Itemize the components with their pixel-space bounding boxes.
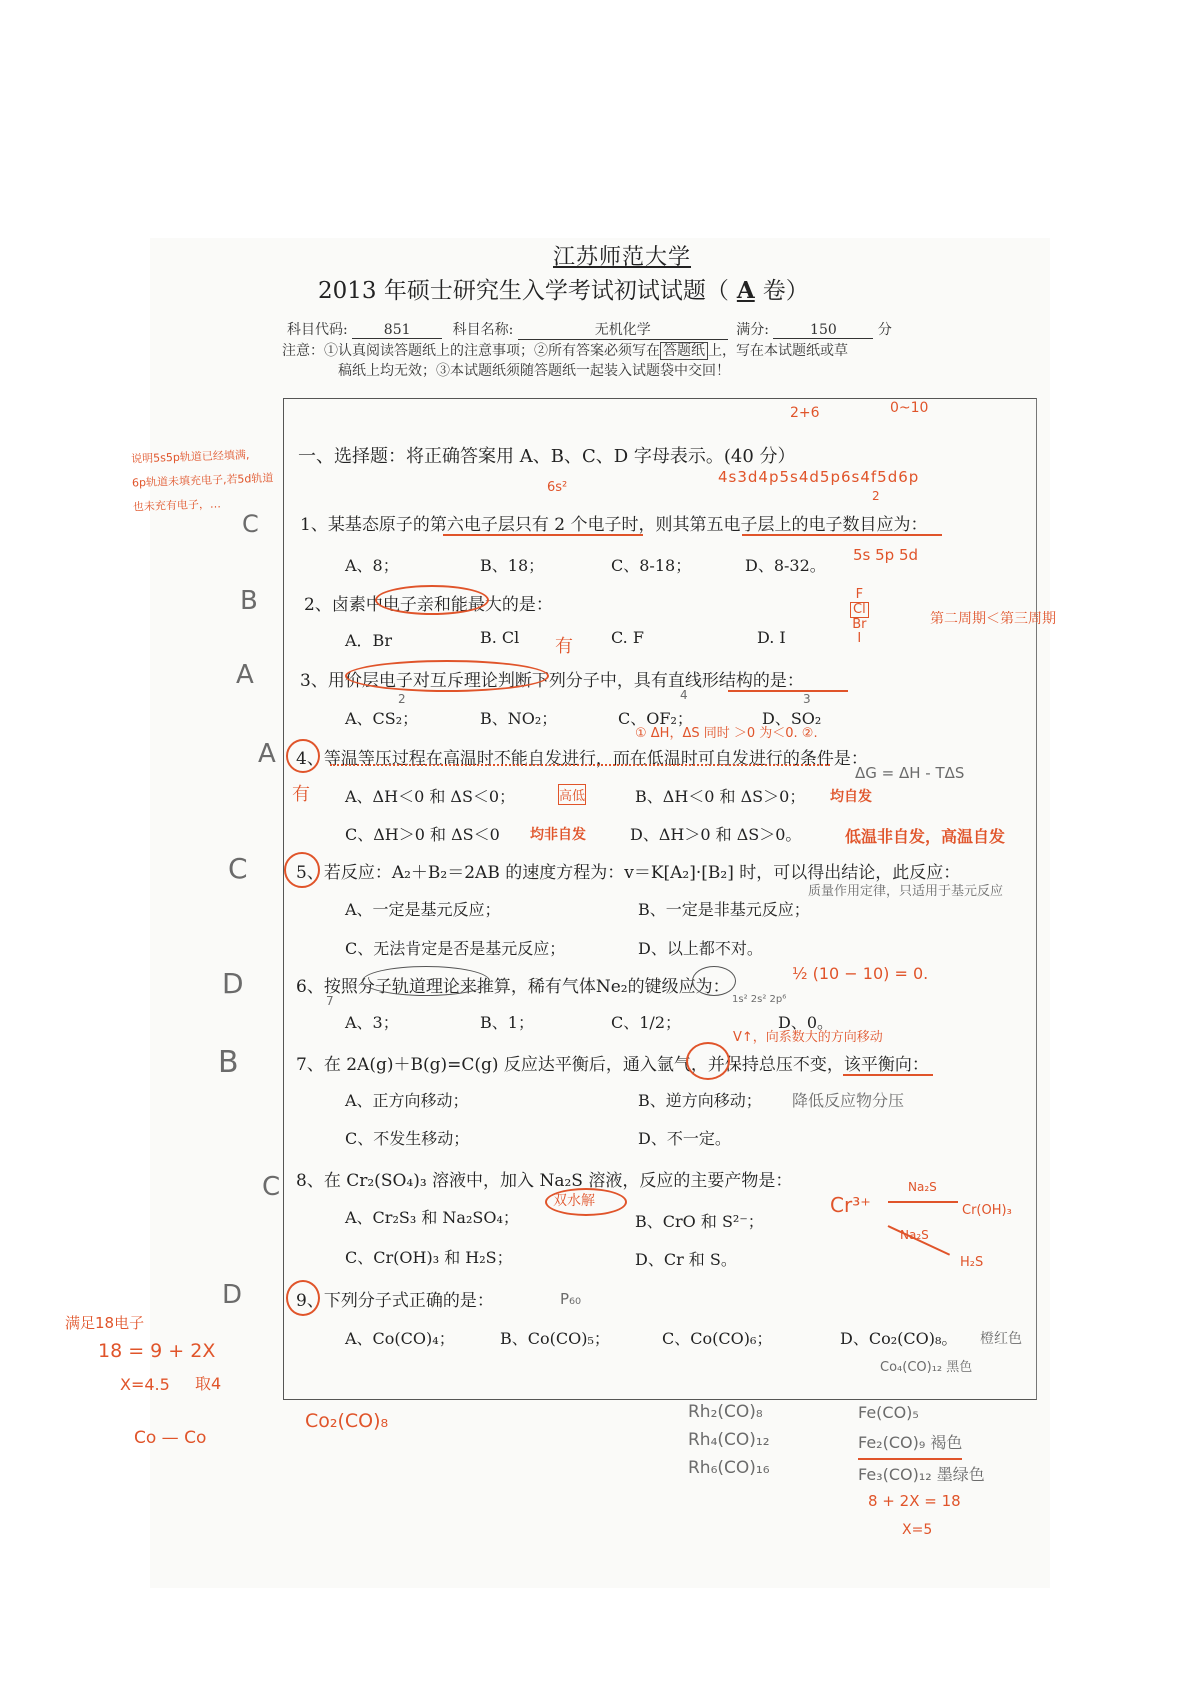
q8-number: 8、 [296, 1171, 324, 1191]
q3-option-a: A、CS₂； [345, 709, 419, 728]
score-unit: 分 [877, 322, 892, 338]
q4-condition-note: ① ΔH，ΔS 同时 ＞0 为＜0. ②. [635, 726, 818, 741]
rh-item-2: Rh₄(CO)₁₂ [688, 1430, 770, 1450]
q7-stem [296, 1050, 929, 1075]
notice-boxed: 答题纸 [660, 342, 708, 360]
cr-ion: Cr³⁺ [830, 1193, 871, 1217]
q4-option-c: C、ΔH＞0 和 ΔS＜0 [345, 825, 500, 844]
q5-option-a: A、一定是基元反应； [345, 900, 501, 919]
q7-note: V↑，向系数大的方向移动 [733, 1030, 883, 1045]
q5-option-c: C、无法肯定是否是基元反应； [345, 939, 566, 958]
q5-mark: C [228, 852, 248, 885]
fe-item-3: Fe₃(CO)₁₂ 墨绿色 [858, 1465, 985, 1484]
name-value: 无机化学 [518, 319, 728, 340]
q2-list-i: I [857, 631, 862, 646]
q9-mark: D [222, 1280, 243, 1310]
q6-stem [296, 972, 730, 997]
q3-n4: 4 [680, 688, 688, 702]
q6-option-b: B、1； [480, 1013, 534, 1032]
q1-option-a: A、8； [345, 556, 399, 575]
paper-version: A [736, 277, 755, 304]
q2-option-a: A．Br [345, 631, 392, 650]
note-2n: 2+6 [790, 405, 820, 421]
q7-text: 在 2A(g)＋B(g)=C(g) 反应达平衡后，通入氩气，并保持总压不变，该平衡向： [323, 1055, 929, 1075]
rh-item-3: Rh₆(CO)₁₆ [688, 1458, 770, 1478]
arrow-1 [888, 1201, 958, 1203]
q2-mark: B [240, 586, 258, 616]
fe-x: X=5 [902, 1522, 933, 1538]
rule-18e: 满足18电子 [65, 1314, 145, 1332]
notice-line-2: 稿纸上均无效；③本试题纸须随答题纸一起装入试题袋中交回！ [338, 363, 730, 379]
q6-config: 1s² 2s² 2p⁶ [732, 994, 787, 1005]
score-label: 满分: [736, 322, 769, 338]
rh-item-1: Rh₂(CO)₈ [688, 1402, 763, 1422]
q2-period-note: 第二周期＜第三周期 [930, 611, 1056, 627]
q1-underline-2 [742, 534, 942, 536]
q7-circle [686, 1042, 730, 1080]
q2-circle [375, 585, 489, 615]
fe-equation: 8 + 2X = 18 [868, 1492, 961, 1510]
name-label: 科目名称: [452, 322, 514, 338]
q8-option-a: A、Cr₂S₃ 和 Na₂SO₄； [345, 1208, 519, 1227]
q9-number: 9、 [296, 1291, 324, 1311]
q6-option-c: C、1/2； [611, 1013, 681, 1032]
q6-text: 按照分子轨道理论来推算，稀有气体Ne₂的键级应为： [323, 977, 730, 997]
q7-number: 7、 [296, 1055, 324, 1075]
co-co-sketch: Co — Co [134, 1428, 207, 1448]
q7-optb-note: 降低反应物分压 [792, 1091, 905, 1110]
q4-option-a: A、ΔH＜0 和 ΔS＜0； [345, 787, 516, 806]
q2-list-cl: Cl [850, 602, 869, 618]
q3-text: 用价层电子对互斥理论判断下列分子中，具有直线形结构的是： [327, 671, 804, 691]
score-value: 150 [773, 322, 873, 339]
q7-option-b: B、逆方向移动； [638, 1091, 762, 1110]
orbital-order: 4s3d4p5s4d5p6s4f5d6p [718, 468, 920, 486]
q4-option-d: D、ΔH＞0 和 ΔS＞0。 [630, 825, 802, 844]
q6-calc: ½ (10 − 10) = 0. [792, 964, 929, 983]
q4-option-b: B、ΔH＜0 和 ΔS＞0； [635, 787, 806, 806]
q8-option-b: B、CrO 和 S²⁻； [635, 1212, 764, 1231]
q9-text: 下列分子式正确的是： [323, 1291, 494, 1311]
q9-d-note2: Co₄(CO)₁₂ 黑色 [880, 1360, 973, 1375]
eq-take4: 取4 [195, 1374, 222, 1393]
q6-seven: 7 [326, 994, 334, 1008]
q3-number: 3、 [300, 671, 328, 691]
q7-option-d: D、不一定。 [638, 1129, 731, 1148]
q1-number: 1、 [300, 515, 328, 535]
q1-option-b: B、18； [480, 556, 545, 575]
q1-option-c: C、8-18； [611, 556, 692, 575]
left-note-3: 也未充有电子，… [132, 497, 222, 514]
croh3-label: Cr(OH)₃ [962, 1203, 1012, 1218]
q8-stem [296, 1166, 792, 1191]
fe-item-2: Fe₂(CO)₉ 褐色 [858, 1428, 962, 1460]
q1-option-d: D、8-32。 [745, 556, 826, 575]
q3-n3: 3 [803, 692, 811, 706]
note-sub-two: 2 [872, 489, 880, 503]
notice-text: 注意：①认真阅读答题纸上的注意事项；②所有答案必须写在 [282, 343, 660, 359]
q9-stem [296, 1286, 494, 1311]
na2s-label-1: Na₂S [908, 1180, 937, 1194]
note-range: 0~10 [890, 400, 929, 416]
q4-you: 有 [292, 784, 310, 805]
q7-mark: B [218, 1045, 239, 1080]
q3-circle [345, 660, 549, 692]
q7-underline [843, 1074, 933, 1076]
q6-mark: D [222, 967, 244, 1000]
exam-title-suffix: 卷） [762, 278, 809, 304]
q7-option-a: A、正方向移动； [345, 1091, 469, 1110]
q6-number: 6、 [296, 977, 324, 997]
fe-item-1: Fe(CO)₅ [858, 1403, 919, 1422]
fe-list [858, 1398, 985, 1490]
university-name: 江苏师范大学 [553, 245, 692, 270]
q2-option-c: C. F [611, 628, 644, 647]
exam-title-text: 2013 年硕士研究生入学考试初试试题（ [318, 278, 729, 304]
q6-option-d: D、0。 [778, 1013, 834, 1032]
q6-circle-1 [362, 966, 490, 996]
notice-text-end: 上，写在本试题纸或草 [708, 343, 848, 359]
q2-list [850, 588, 869, 646]
q2-list-br: Br [852, 617, 867, 632]
q3-mark: A [236, 660, 254, 690]
q5-note: 质量作用定律，只适用于基元反应 [808, 884, 1004, 899]
q4-after-d: 低温非自发，高温自发 [845, 827, 1006, 846]
q3-option-d: D、SO₂ [762, 709, 822, 728]
q1-text: 某基态原子的第六电子层只有 2 个电子时，则其第五电子层上的电子数目应为： [327, 515, 928, 535]
q1-hint: 5s 5p 5d [853, 546, 919, 564]
q4-after-b: 均自发 [830, 789, 872, 805]
q8-mark: C [262, 1172, 281, 1202]
q5-option-d: D、以上都不对。 [638, 939, 763, 958]
q9-option-c: C、Co(CO)₆； [662, 1329, 773, 1348]
q3-n2: 2 [398, 692, 406, 706]
q9-d-note: 橙红色 [980, 1331, 1022, 1347]
q8-option-d: D、Cr 和 S。 [635, 1250, 737, 1269]
q2-you: 有 [555, 636, 573, 657]
q1-stem [300, 510, 927, 535]
q1-underline-1 [443, 534, 643, 536]
na2s-label-2: Na₂S [900, 1228, 929, 1242]
eq-18: 18 = 9 + 2X [98, 1340, 216, 1362]
q4-formula: ΔG = ΔH - TΔS [855, 764, 965, 782]
q4-after-a: 高低 [558, 784, 586, 805]
co2co8-label: Co₂(CO)₈ [305, 1410, 389, 1432]
q9-option-d: D、Co₂(CO)₈。 [840, 1329, 958, 1348]
section-title: 一、选择题：将正确答案用 A、B、C、D 字母表示。(40 分） [298, 446, 796, 467]
q2-list-f: F [855, 587, 864, 602]
exam-title [318, 272, 809, 305]
q5-number: 5、 [296, 863, 324, 883]
left-note [131, 443, 275, 520]
q2-option-d: D. I [757, 628, 786, 647]
q9-plus: P₆₀ [560, 1290, 582, 1308]
left-note-2: 6p轨道未填充电子,若5d轨道 [131, 471, 274, 490]
q7-option-c: C、不发生移动； [345, 1129, 470, 1148]
q4-after-c: 均非自发 [530, 827, 586, 843]
code-label: 科目代码: [287, 322, 348, 338]
q4-text: 等温等压过程在高温时不能自发进行，而在低温时可自发进行的条件是： [323, 749, 868, 769]
q2-number: 2、 [304, 595, 332, 615]
q9-option-a: A、Co(CO)₄； [345, 1329, 455, 1348]
h2s-label: H₂S [960, 1255, 984, 1270]
q6-option-a: A、3； [345, 1013, 399, 1032]
q1-mark: C [242, 510, 259, 538]
q5-option-b: B、一定是非基元反应； [638, 900, 810, 919]
q9-option-b: B、Co(CO)₅； [500, 1329, 610, 1348]
q2-option-b: B. Cl [480, 628, 520, 647]
left-note-1: 说明5s5p轨道已经填满, [130, 448, 250, 466]
q3-option-c: C、OF₂； [618, 709, 693, 728]
rh-list [688, 1398, 770, 1482]
q4-mark: A [258, 739, 276, 769]
q4-number: 4、 [296, 749, 324, 769]
q4-wave [330, 760, 830, 766]
q2-text: 卤素中电子亲和能最大的是： [331, 595, 553, 615]
q5-text: 若反应：A₂＋B₂＝2AB 的速度方程为：v＝K[A₂]·[B₂] 时，可以得出结论，此反应： [323, 863, 961, 883]
q8-note: 双水解 [553, 1193, 595, 1209]
q8-text: 在 Cr₂(SO₄)₃ 溶液中，加入 Na₂S 溶液，反应的主要产物是： [323, 1171, 793, 1191]
notice-line-1 [282, 340, 848, 360]
eq-x45: X=4.5 [120, 1375, 170, 1394]
q6-circle-2 [692, 966, 736, 996]
code-value: 851 [352, 322, 442, 339]
subject-info [287, 319, 892, 340]
q3-underline [728, 690, 848, 692]
q3-option-b: B、NO₂； [480, 709, 558, 728]
note-6s2: 6s² [547, 480, 568, 495]
q8-option-c: C、Cr(OH)₃ 和 H₂S； [345, 1248, 513, 1267]
